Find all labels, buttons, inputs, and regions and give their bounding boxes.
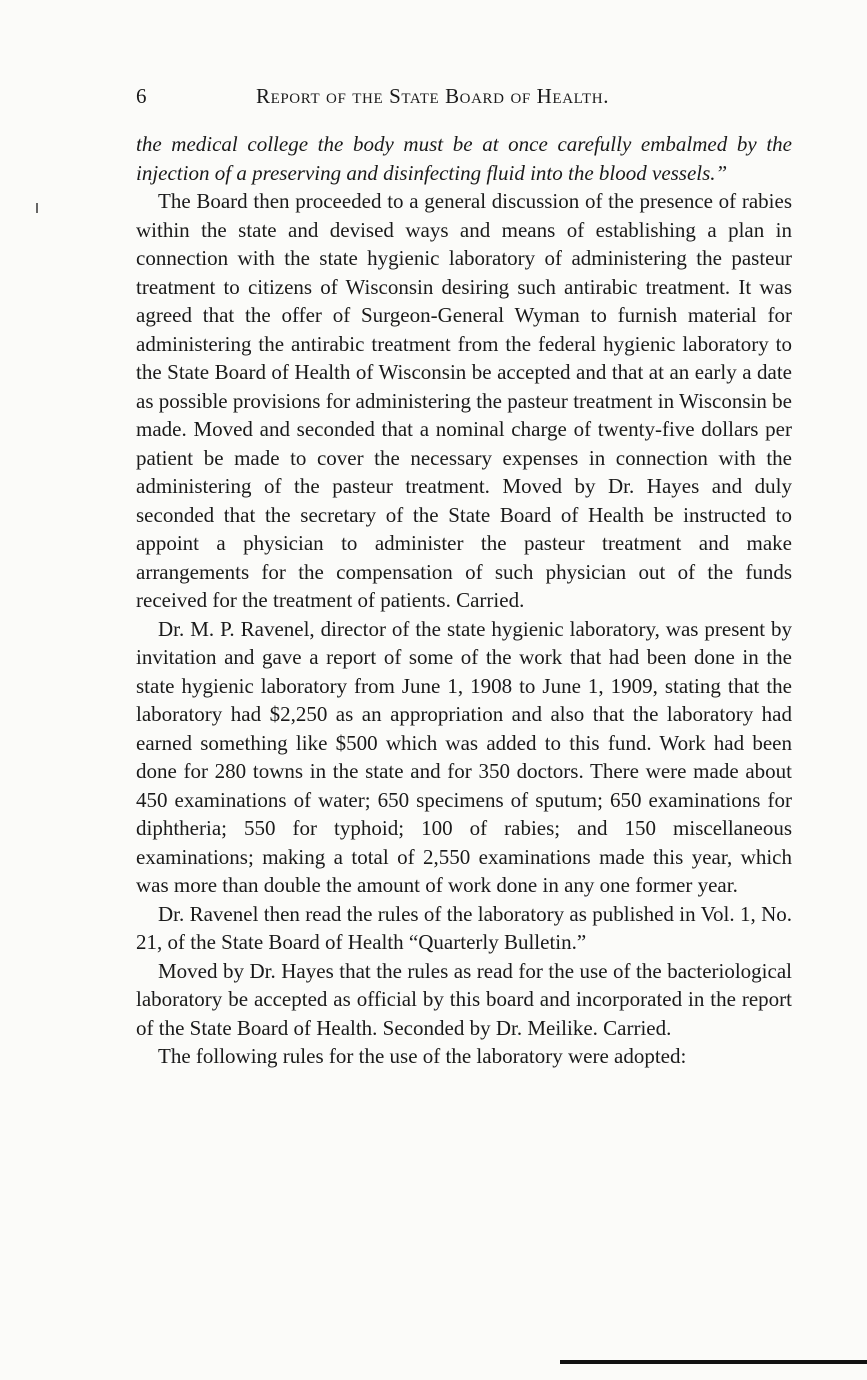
paragraph-ravenel-report: Dr. M. P. Ravenel, director of the state hygienic laboratory, was present by invitation and gave a report of some of the work that had been done in the state hygienic laboratory from June 1, 1908 to June 1, 1909, stating that the laboratory had $2,250 as an appropriation and also that the laboratory had earned something like $500 which was added to this fund. Work had been done for 280 towns in the state and for 350 doctors. There were made about 450 examinations of water; 650 specimens of sputum; 650 examinations for diphtheria; 550 for typhoid; 100 of rabies; and 150 miscellaneous examinations; making a total of 2,550 examinations made this year, which was more than double the amount of work done in any one former year. [136, 616, 792, 897]
paragraph-rules-adopted: The following rules for the use of the laboratory were adopted: [158, 1044, 687, 1068]
paragraph-rabies-discussion: The Board then proceeded to a general discussion of the presence of rabies within the state and devised ways and means of establishing a plan in connection with the state hygienic laboratory of administering the pasteur treatment to citizens of Wisconsin desiring such antirabic treatment. It was agreed that the offer of Surgeon-General Wyman to furnish material for administering the antirabic treatment from the federal hygienic laboratory to the State Board of Health of Wisconsin be accepted and that at an early a date as possible provisions for administering the pasteur treatment in Wisconsin be made. Moved and seconded that a nominal charge of twenty-five dollars per patient be made to cover the necessary expenses in connection with the administering of the pasteur treatment. Moved by Dr. Hayes and duly seconded that the secretary of the State Board of Health be instructed to appoint a physician to administer the pasteur treatment and make arrangements for the compensation of such physician out of the funds received for the treatment of patients. Carried. [136, 189, 792, 612]
bottom-rule [560, 1360, 867, 1364]
paragraph-continuation: the medical college the body must be at once carefully embalmed by the injection of a preserving and disinfecting fluid into the blood vessels.” [136, 132, 792, 185]
page-number: 6 [136, 84, 147, 108]
document-page [136, 82, 792, 1071]
body-text [136, 130, 792, 1071]
running-title: Report of the State Board of Health. [256, 84, 610, 108]
paragraph-rules-read: Dr. Ravenel then read the rules of the laboratory as published in Vol. 1, No. 21, of the State Board of Health “Quarterly Bulletin.” [136, 901, 792, 954]
margin-mark [36, 203, 38, 213]
page-header [136, 82, 792, 112]
paragraph-motion-hayes: Moved by Dr. Hayes that the rules as read for the use of the bacteriological laboratory be accepted as official by this board and incorporated in the report of the State Board of Health. Seconded by Dr. Meilike. Carried. [136, 958, 792, 1040]
